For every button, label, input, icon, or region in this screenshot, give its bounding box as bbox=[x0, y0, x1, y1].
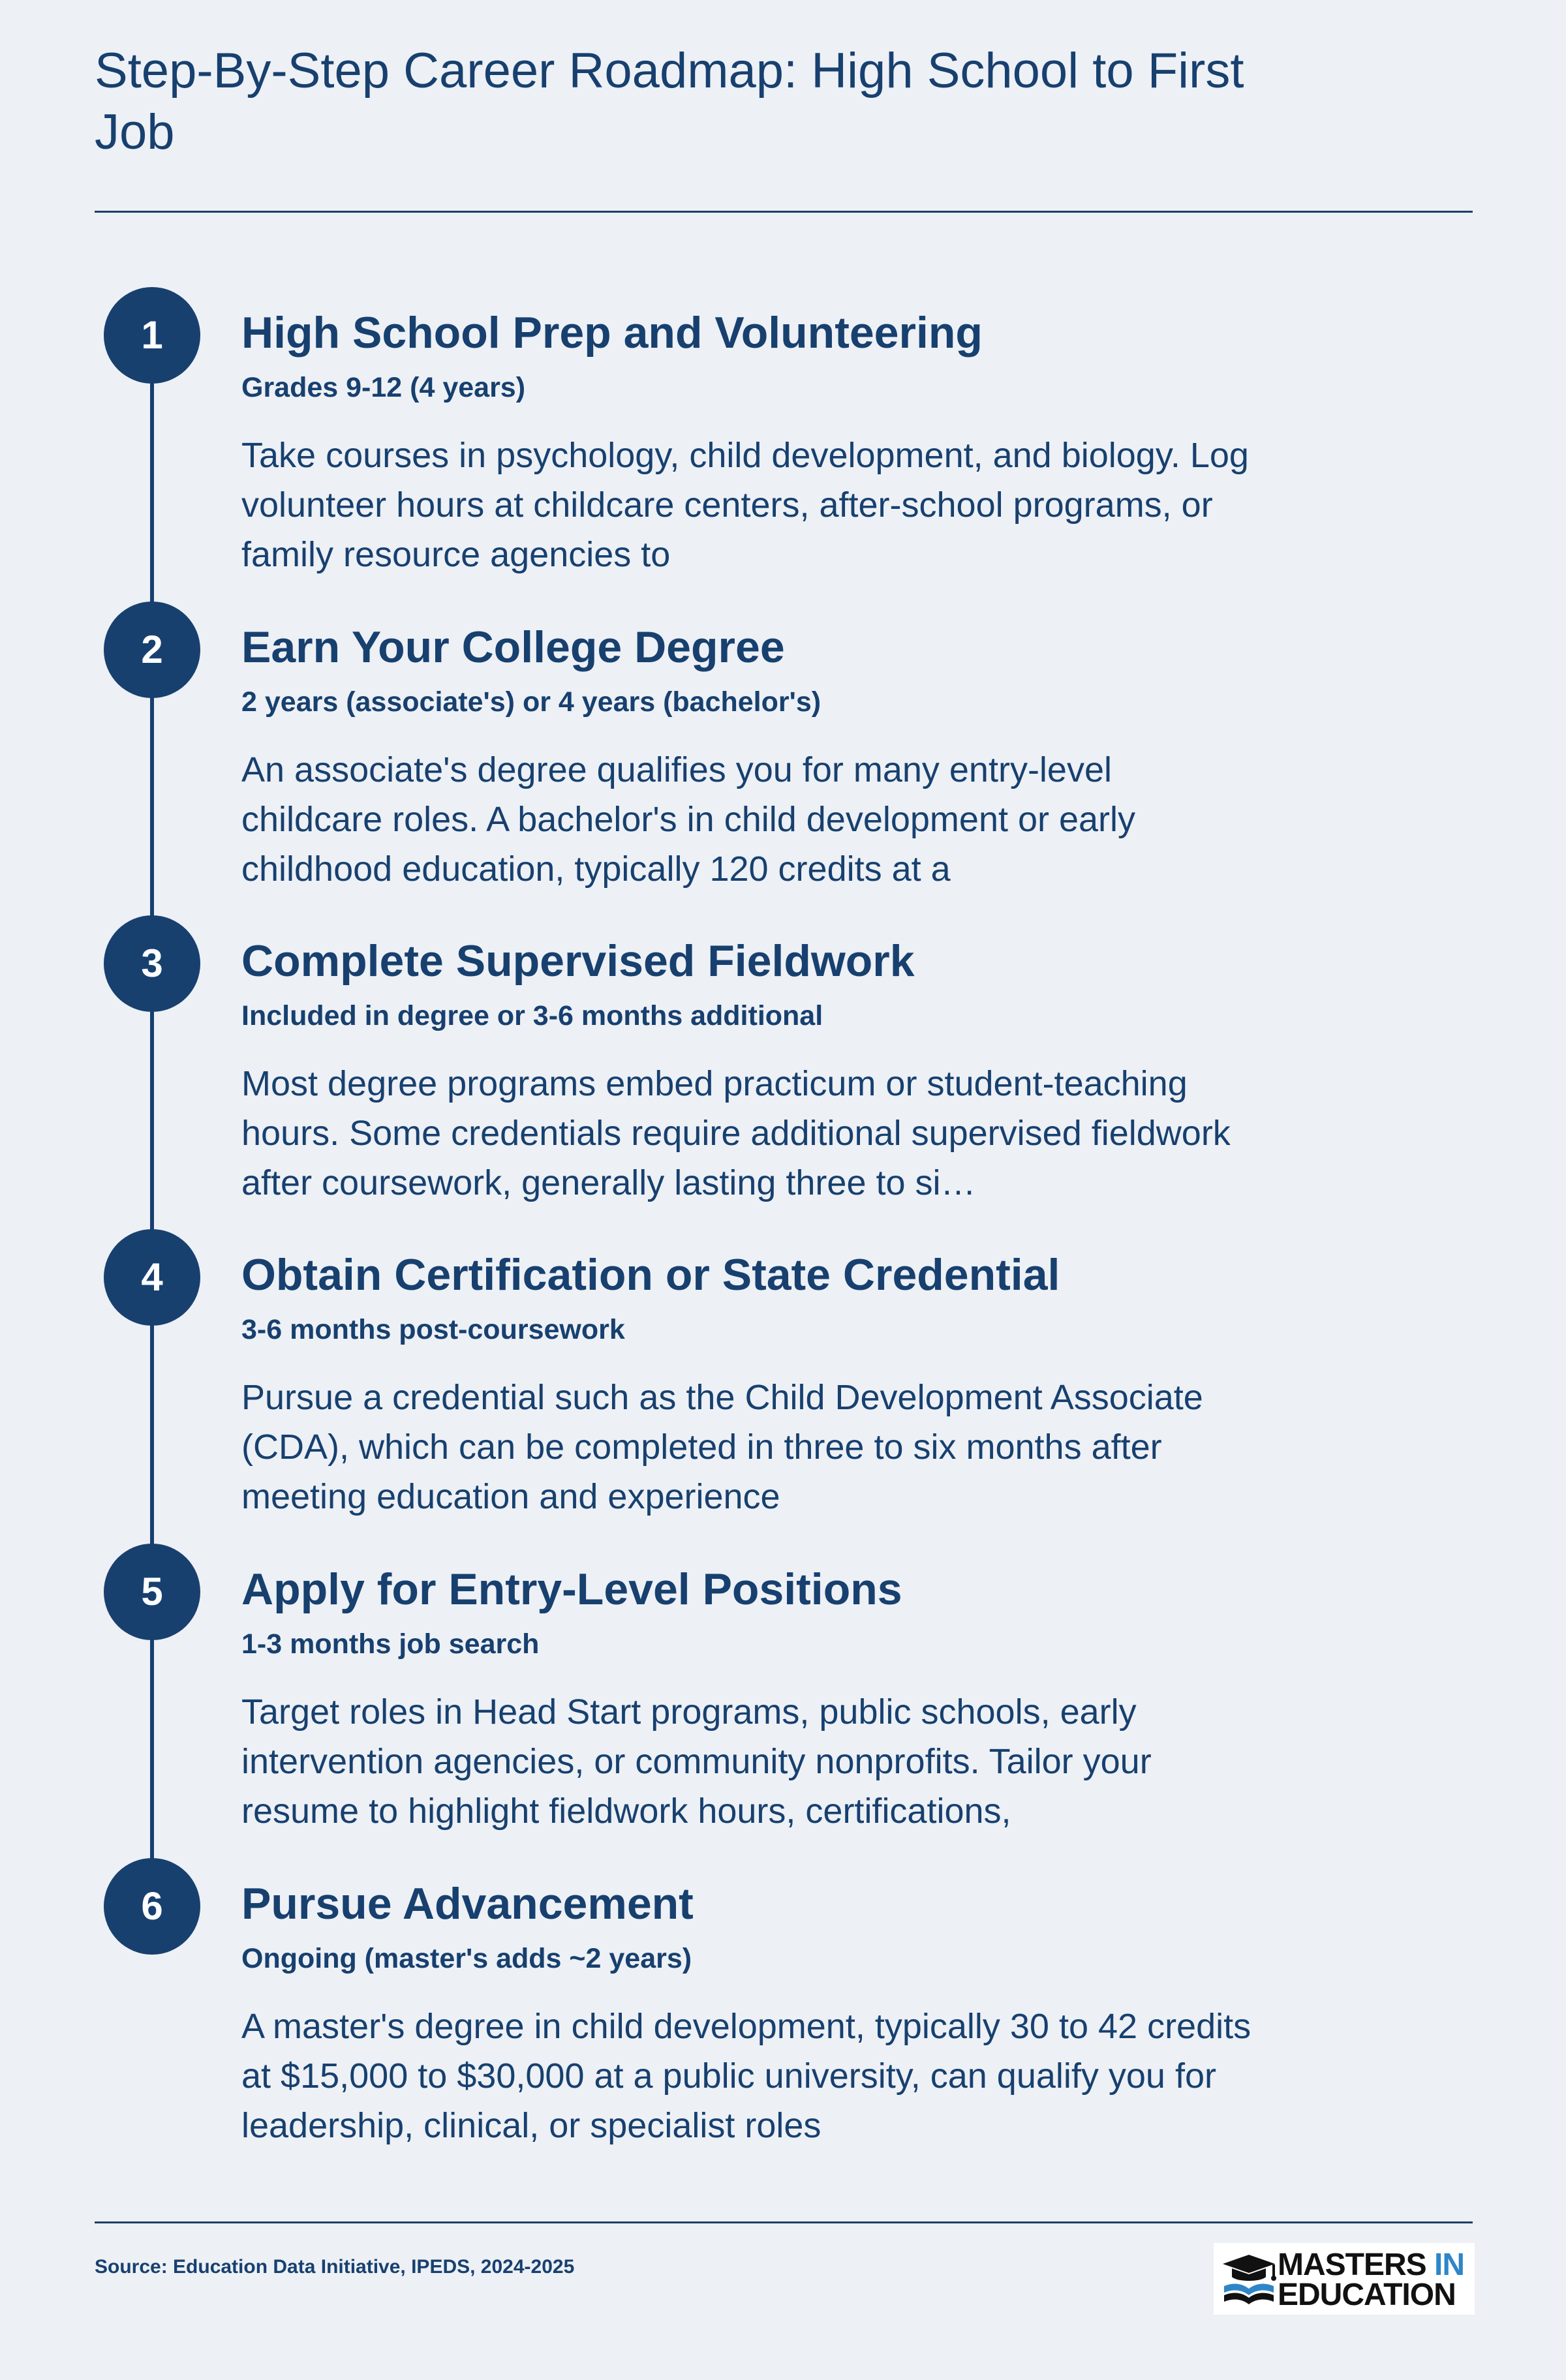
step-duration: Ongoing (master's adds ~2 years) bbox=[241, 1943, 692, 1974]
step-duration: Grades 9-12 (4 years) bbox=[241, 372, 526, 403]
logo-word-masters: MASTERS bbox=[1278, 2248, 1426, 2282]
masters-in-education-logo bbox=[1214, 2243, 1475, 2315]
timeline-line bbox=[150, 333, 154, 1918]
step-description: Most degree programs embed practicum or student-teaching hours. Some credentials require additional supervised fieldwork after coursework, generally lasting three to si… bbox=[241, 1064, 1231, 1202]
step-description: Pursue a credential such as the Child Development Associate (CDA), which can be completed in three to six months after meeting education and experience bbox=[241, 1378, 1203, 1516]
step-description: A master's degree in child development, typically 30 to 42 credits at $15,000 to $30,000 at a public university, can qualify you for leadership, clinical, or specialist roles bbox=[241, 2007, 1251, 2145]
step-description: An associate's degree qualifies you for many entry-level childcare roles. A bachelor's in child development or early childhood education, typically 120 credits at a bbox=[241, 750, 1136, 889]
step-number-badge: 3 bbox=[104, 915, 200, 1012]
page-title: Step-By-Step Career Roadmap: High School to First Job bbox=[95, 43, 1244, 160]
header-divider bbox=[95, 211, 1473, 213]
step-duration: Included in degree or 3-6 months additional bbox=[241, 1000, 823, 1031]
footer-divider bbox=[95, 2221, 1473, 2223]
step-description: Target roles in Head Start programs, public schools, early intervention agencies, or community nonprofits. Tailor your resume to highlight fieldwork hours, certifications, bbox=[241, 1692, 1152, 1831]
logo-word-education: EDUCATION bbox=[1278, 2278, 1456, 2312]
logo-word-in: IN bbox=[1434, 2248, 1465, 2282]
step-duration: 1-3 months job search bbox=[241, 1628, 540, 1660]
step-title: High School Prep and Volunteering bbox=[241, 308, 983, 358]
step-title: Pursue Advancement bbox=[241, 1879, 694, 1929]
step-number-badge: 2 bbox=[104, 602, 200, 698]
step-description: Take courses in psychology, child development, and biology. Log volunteer hours at childcare centers, after-school programs, or family resource agencies to bbox=[241, 436, 1249, 574]
step-number-badge: 6 bbox=[104, 1858, 200, 1955]
step-number-badge: 1 bbox=[104, 287, 200, 384]
step-duration: 3-6 months post-coursework bbox=[241, 1314, 625, 1345]
step-number-badge: 4 bbox=[104, 1229, 200, 1326]
step-title: Complete Supervised Fieldwork bbox=[241, 936, 915, 986]
step-duration: 2 years (associate's) or 4 years (bachelor's) bbox=[241, 686, 821, 718]
step-title: Earn Your College Degree bbox=[241, 622, 785, 672]
step-number-badge: 5 bbox=[104, 1544, 200, 1640]
source-note: Source: Education Data Initiative, IPEDS, 2024-2025 bbox=[95, 2256, 575, 2278]
step-title: Apply for Entry-Level Positions bbox=[241, 1564, 902, 1614]
step-title: Obtain Certification or State Credential bbox=[241, 1250, 1060, 1300]
